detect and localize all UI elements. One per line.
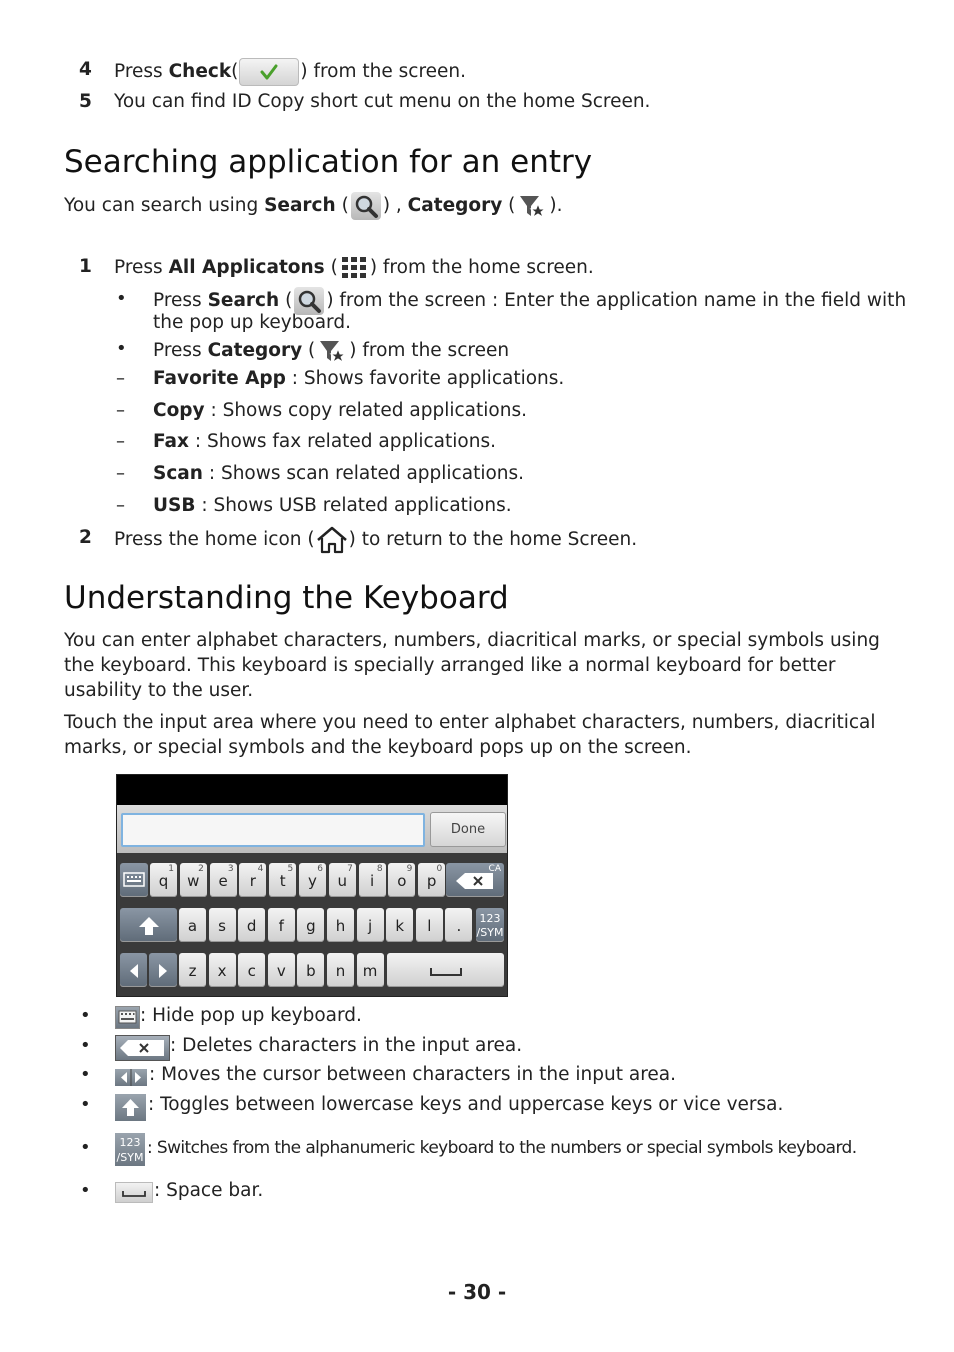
key-number-label: 3 xyxy=(227,864,234,874)
key-label: j xyxy=(368,917,373,935)
symbols-key[interactable] xyxy=(476,908,504,942)
key-label: s xyxy=(218,917,226,935)
dash-item-fax xyxy=(153,430,496,454)
key-label: h xyxy=(335,917,346,935)
step-1-text xyxy=(114,255,594,281)
section-title-keyboard: Understanding the Keyboard xyxy=(64,580,509,616)
dash-mark: – xyxy=(116,368,125,389)
step-text: ) from the screen. xyxy=(300,61,467,82)
key-number-label: 6 xyxy=(317,864,323,874)
key-q[interactable] xyxy=(150,863,177,897)
key-label: t xyxy=(279,872,286,890)
dash-bold: Fax xyxy=(153,431,189,452)
sym-icon-top: 123 xyxy=(119,1136,141,1149)
key-label: i xyxy=(370,872,375,890)
key-number-label: 7 xyxy=(347,864,353,874)
bullet-mark: • xyxy=(80,1137,91,1158)
key-v[interactable] xyxy=(268,953,295,987)
key-e[interactable] xyxy=(210,863,237,897)
step-text: ( xyxy=(324,257,338,278)
key-label: n xyxy=(335,962,346,980)
legend-text: : Moves the cursor between characters in the input area. xyxy=(149,1064,677,1085)
key-y[interactable] xyxy=(299,863,326,897)
bullet-mark: • xyxy=(116,288,127,309)
key-r[interactable] xyxy=(239,863,266,897)
bullet-text: Press xyxy=(153,340,208,361)
backspace-icon xyxy=(115,1035,170,1061)
intro-search-label: Search xyxy=(264,195,336,216)
cursor-right-key[interactable] xyxy=(149,953,177,987)
bullet-text: ) from the screen : Enter the application name in the field with xyxy=(326,290,907,311)
step-text: Press the home icon ( xyxy=(114,529,315,550)
key-l[interactable] xyxy=(416,908,443,942)
step-text: ) from the home screen. xyxy=(369,257,594,278)
dash-bold: Favorite App xyxy=(153,368,286,389)
bullet-bold: Category xyxy=(207,340,303,361)
legend-text: : Space bar. xyxy=(154,1180,264,1201)
intro-text: ( xyxy=(335,195,349,216)
screen-top-bar xyxy=(117,775,507,805)
key-c[interactable] xyxy=(238,953,265,987)
dash-mark: – xyxy=(116,431,125,452)
intro-category-label: Category xyxy=(407,195,503,216)
bullet-search-continuation: the pop up keyboard. xyxy=(153,312,351,333)
step-bold: All Applicatons xyxy=(168,257,325,278)
input-field[interactable] xyxy=(121,813,425,847)
key-p[interactable] xyxy=(418,863,445,897)
cursor-arrows-icon xyxy=(115,1069,147,1086)
dash-text: : Shows favorite applications. xyxy=(285,368,565,389)
key-x[interactable] xyxy=(209,953,236,987)
key-number-label: 0 xyxy=(436,864,443,874)
key-label: o xyxy=(397,872,407,890)
key-a[interactable] xyxy=(179,908,206,942)
key-d[interactable] xyxy=(238,908,265,942)
home-icon xyxy=(315,526,349,554)
intro-text: ( xyxy=(502,195,516,216)
key-f[interactable] xyxy=(268,908,295,942)
bullet-text: ) from the screen xyxy=(349,340,510,361)
bullet-category-text xyxy=(153,337,509,365)
step-number: 5 xyxy=(79,91,92,112)
bullet-mark: • xyxy=(80,1094,91,1115)
key-label: . xyxy=(456,917,462,935)
bullet-mark: • xyxy=(80,1005,91,1026)
key-g[interactable] xyxy=(297,908,324,942)
bullet-text: ( xyxy=(279,290,293,311)
keyboard-screenshot xyxy=(116,774,508,997)
keyboard-hide-icon xyxy=(115,1006,140,1029)
key-k[interactable] xyxy=(386,908,413,942)
dash-item-copy xyxy=(153,399,527,423)
key-number-label: 5 xyxy=(287,864,294,874)
key-label: a xyxy=(187,917,198,935)
key-m[interactable] xyxy=(357,953,384,987)
category-icon xyxy=(517,192,547,220)
symbols-icon xyxy=(115,1133,145,1166)
key-label: e xyxy=(218,872,228,890)
key-t[interactable] xyxy=(269,863,296,897)
key-number-label: 9 xyxy=(406,864,413,874)
intro-text: You can search using xyxy=(64,195,265,216)
bullet-mark: • xyxy=(80,1064,91,1085)
key-label: d xyxy=(246,917,257,935)
legend-text: : Deletes characters in the input area. xyxy=(170,1035,523,1056)
legend-text: : Hide pop up keyboard. xyxy=(140,1005,362,1026)
key-label: q xyxy=(158,872,169,890)
dash-mark: – xyxy=(116,495,125,516)
key-label: c xyxy=(247,962,256,980)
step-2-text xyxy=(114,526,637,554)
dash-mark: – xyxy=(116,400,125,421)
ca-label: CA xyxy=(488,864,501,874)
key-number-label: 8 xyxy=(376,864,383,874)
step-text: ( xyxy=(231,61,239,82)
bullet-text: Press xyxy=(153,290,208,311)
key-label: u xyxy=(337,872,348,890)
key-label: l xyxy=(427,917,432,935)
key-n[interactable] xyxy=(327,953,354,987)
key-label: b xyxy=(306,962,316,980)
key-h[interactable] xyxy=(327,908,354,942)
key-number-label: 1 xyxy=(168,864,174,874)
dash-text: : Shows copy related applications. xyxy=(204,400,527,421)
key-w[interactable] xyxy=(180,863,207,897)
key-o[interactable] xyxy=(388,863,415,897)
key-label: k xyxy=(395,917,405,935)
dash-bold: USB xyxy=(153,495,196,516)
key-label: r xyxy=(249,872,256,890)
step-number: 2 xyxy=(79,527,92,548)
spacebar-icon xyxy=(115,1182,153,1203)
bullet-mark: • xyxy=(80,1180,91,1201)
spacebar-key[interactable] xyxy=(387,953,504,987)
section-title-searching: Searching application for an entry xyxy=(64,144,593,180)
key-label: v xyxy=(276,962,286,980)
dash-bold: Copy xyxy=(153,400,205,421)
sym-icon-bottom: /SYM xyxy=(116,1151,144,1164)
key-number-label: 4 xyxy=(257,864,264,874)
step-4-text xyxy=(114,58,466,86)
legend-text: : Toggles between lowercase keys and uppercase keys or vice versa. xyxy=(148,1094,784,1115)
all-apps-grid-icon xyxy=(340,255,368,281)
done-button[interactable]: Done xyxy=(430,812,506,847)
step-bold: Check xyxy=(168,61,232,82)
keyboard-para-1: You can enter alphabet characters, numbers, diacritical marks, or special symbols using the keyboard. This keyboard is specially arranged like a normal keyboard for better usability to the user. xyxy=(64,630,880,701)
key-label: f xyxy=(278,917,284,935)
key-s[interactable] xyxy=(209,908,236,942)
bullet-mark: • xyxy=(80,1035,91,1056)
key-period[interactable] xyxy=(445,908,472,942)
shift-icon xyxy=(115,1094,146,1121)
intro-text: ). xyxy=(549,195,563,216)
step-number: 4 xyxy=(79,59,92,80)
sym-label-top: 123 xyxy=(479,912,501,925)
backspace-key[interactable] xyxy=(446,863,504,897)
search-icon xyxy=(351,192,381,220)
shift-key[interactable] xyxy=(120,908,177,942)
key-label: z xyxy=(188,962,197,980)
key-label: y xyxy=(308,872,317,890)
dash-mark: – xyxy=(116,463,125,484)
key-j[interactable] xyxy=(357,908,384,942)
keyboard-para-2: Touch the input area where you need to enter alphabet characters, numbers, diacritical marks, or special symbols and the keyboard pops up on the screen. xyxy=(64,712,876,758)
dash-text: : Shows USB related applications. xyxy=(195,495,512,516)
page-number: - 30 - xyxy=(447,1280,507,1304)
key-number-label: 2 xyxy=(198,864,204,874)
cursor-left-key[interactable] xyxy=(120,953,147,987)
bullet-bold: Search xyxy=(207,290,280,311)
key-label: x xyxy=(217,962,227,980)
step-text: Press xyxy=(114,257,169,278)
dash-item-favorite xyxy=(153,367,564,391)
bullet-mark: • xyxy=(116,338,127,359)
bullet-text: ( xyxy=(302,340,316,361)
key-label: m xyxy=(362,962,378,980)
key-z[interactable] xyxy=(179,953,206,987)
step-text: Press xyxy=(114,61,169,82)
check-icon xyxy=(239,58,299,86)
dash-bold: Scan xyxy=(153,463,203,484)
dash-text: : Shows fax related applications. xyxy=(188,431,496,452)
sym-label-bottom: /SYM xyxy=(476,926,504,939)
hide-keyboard-key[interactable] xyxy=(120,863,148,897)
step-5-text: You can find ID Copy short cut menu on the home Screen. xyxy=(114,91,651,112)
key-b[interactable] xyxy=(297,953,324,987)
dash-text: : Shows scan related applications. xyxy=(202,463,525,484)
key-u[interactable] xyxy=(329,863,356,897)
key-label: p xyxy=(426,872,437,890)
key-i[interactable] xyxy=(359,863,386,897)
intro-text: ) , xyxy=(382,195,408,216)
step-text: ) to return to the home Screen. xyxy=(348,529,638,550)
key-label: w xyxy=(187,872,200,890)
step-number: 1 xyxy=(79,256,92,277)
key-label: g xyxy=(306,917,316,935)
category-icon xyxy=(317,337,347,365)
legend-text: : Switches from the alphanumeric keyboard to the numbers or special symbols keyboard. xyxy=(147,1138,857,1158)
section1-intro xyxy=(64,192,562,220)
dash-item-scan xyxy=(153,462,524,486)
dash-item-usb xyxy=(153,494,512,518)
